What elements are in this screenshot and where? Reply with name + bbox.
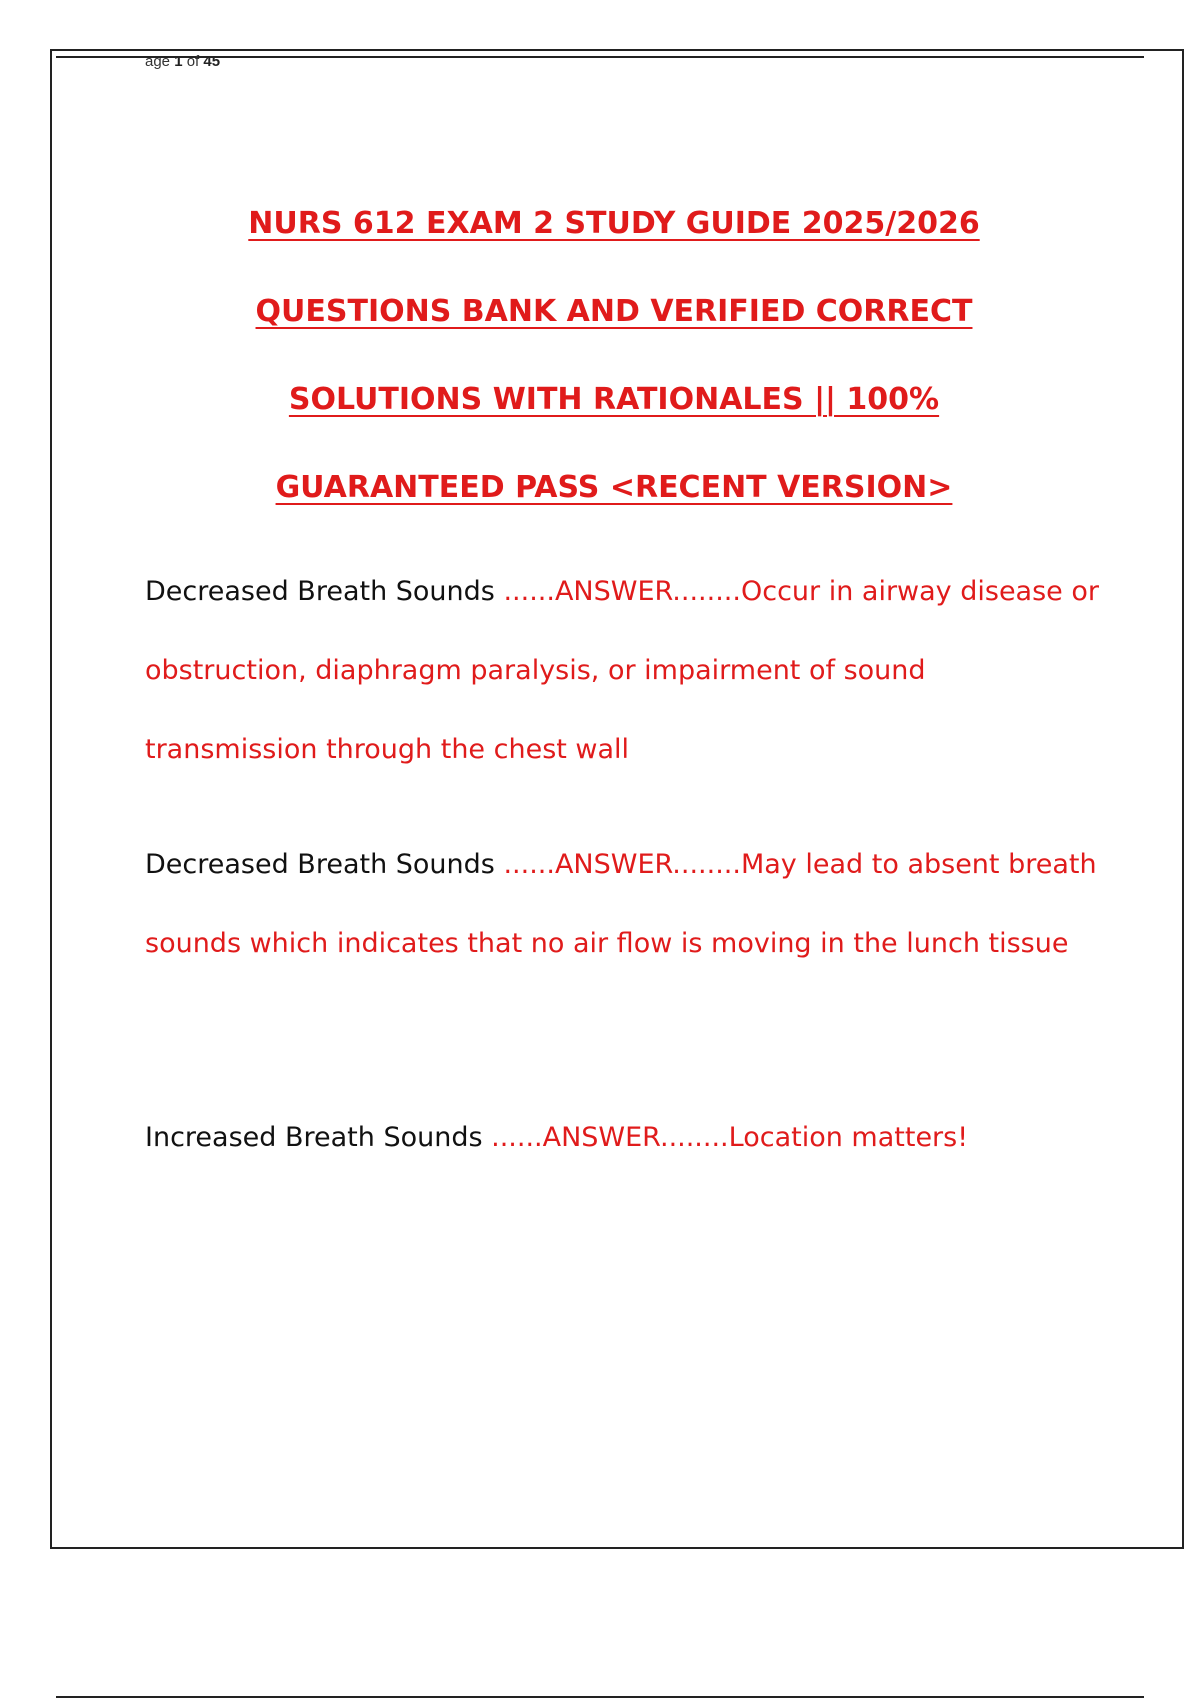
- title-line-text: SOLUTIONS WITH RATIONALES || 100%: [288, 382, 940, 417]
- title-line: [60, 180, 1168, 268]
- page-counter-of: of: [182, 53, 204, 70]
- qa-answer: ......ANSWER........Location matters!: [491, 1122, 969, 1153]
- qa-term: Decreased Breath Sounds: [145, 849, 504, 880]
- qa-item: [145, 552, 1105, 789]
- page-counter: [145, 54, 220, 69]
- title-line: [60, 268, 1168, 356]
- page-counter-prefix: age: [145, 53, 175, 70]
- page-total: 45: [203, 53, 221, 70]
- qa-term: Increased Breath Sounds: [145, 1122, 492, 1153]
- title-line-text: QUESTIONS BANK AND VERIFIED CORRECT: [255, 294, 973, 329]
- qa-term: Decreased Breath Sounds: [145, 576, 504, 607]
- title-line: [60, 444, 1168, 532]
- title-line-text: GUARANTEED PASS <RECENT VERSION>: [275, 470, 953, 505]
- qa-item: [145, 825, 1105, 983]
- document-title: [60, 180, 1168, 532]
- title-line-text: NURS 612 EXAM 2 STUDY GUIDE 2025/2026: [248, 206, 980, 241]
- title-line: [60, 356, 1168, 444]
- qa-item: [145, 1098, 1105, 1177]
- footer-rule: [56, 1696, 1144, 1698]
- page-current: 1: [174, 53, 183, 70]
- qa-answer: ......ANSWER........Occur in airway disease or obstruction, diaphragm paralysis, or impairment of sound transmission through the chest wall: [145, 576, 1099, 765]
- qa-answer: ......ANSWER........May lead to absent breath sounds which indicates that no air flow is moving in the lunch tissue: [145, 849, 1097, 959]
